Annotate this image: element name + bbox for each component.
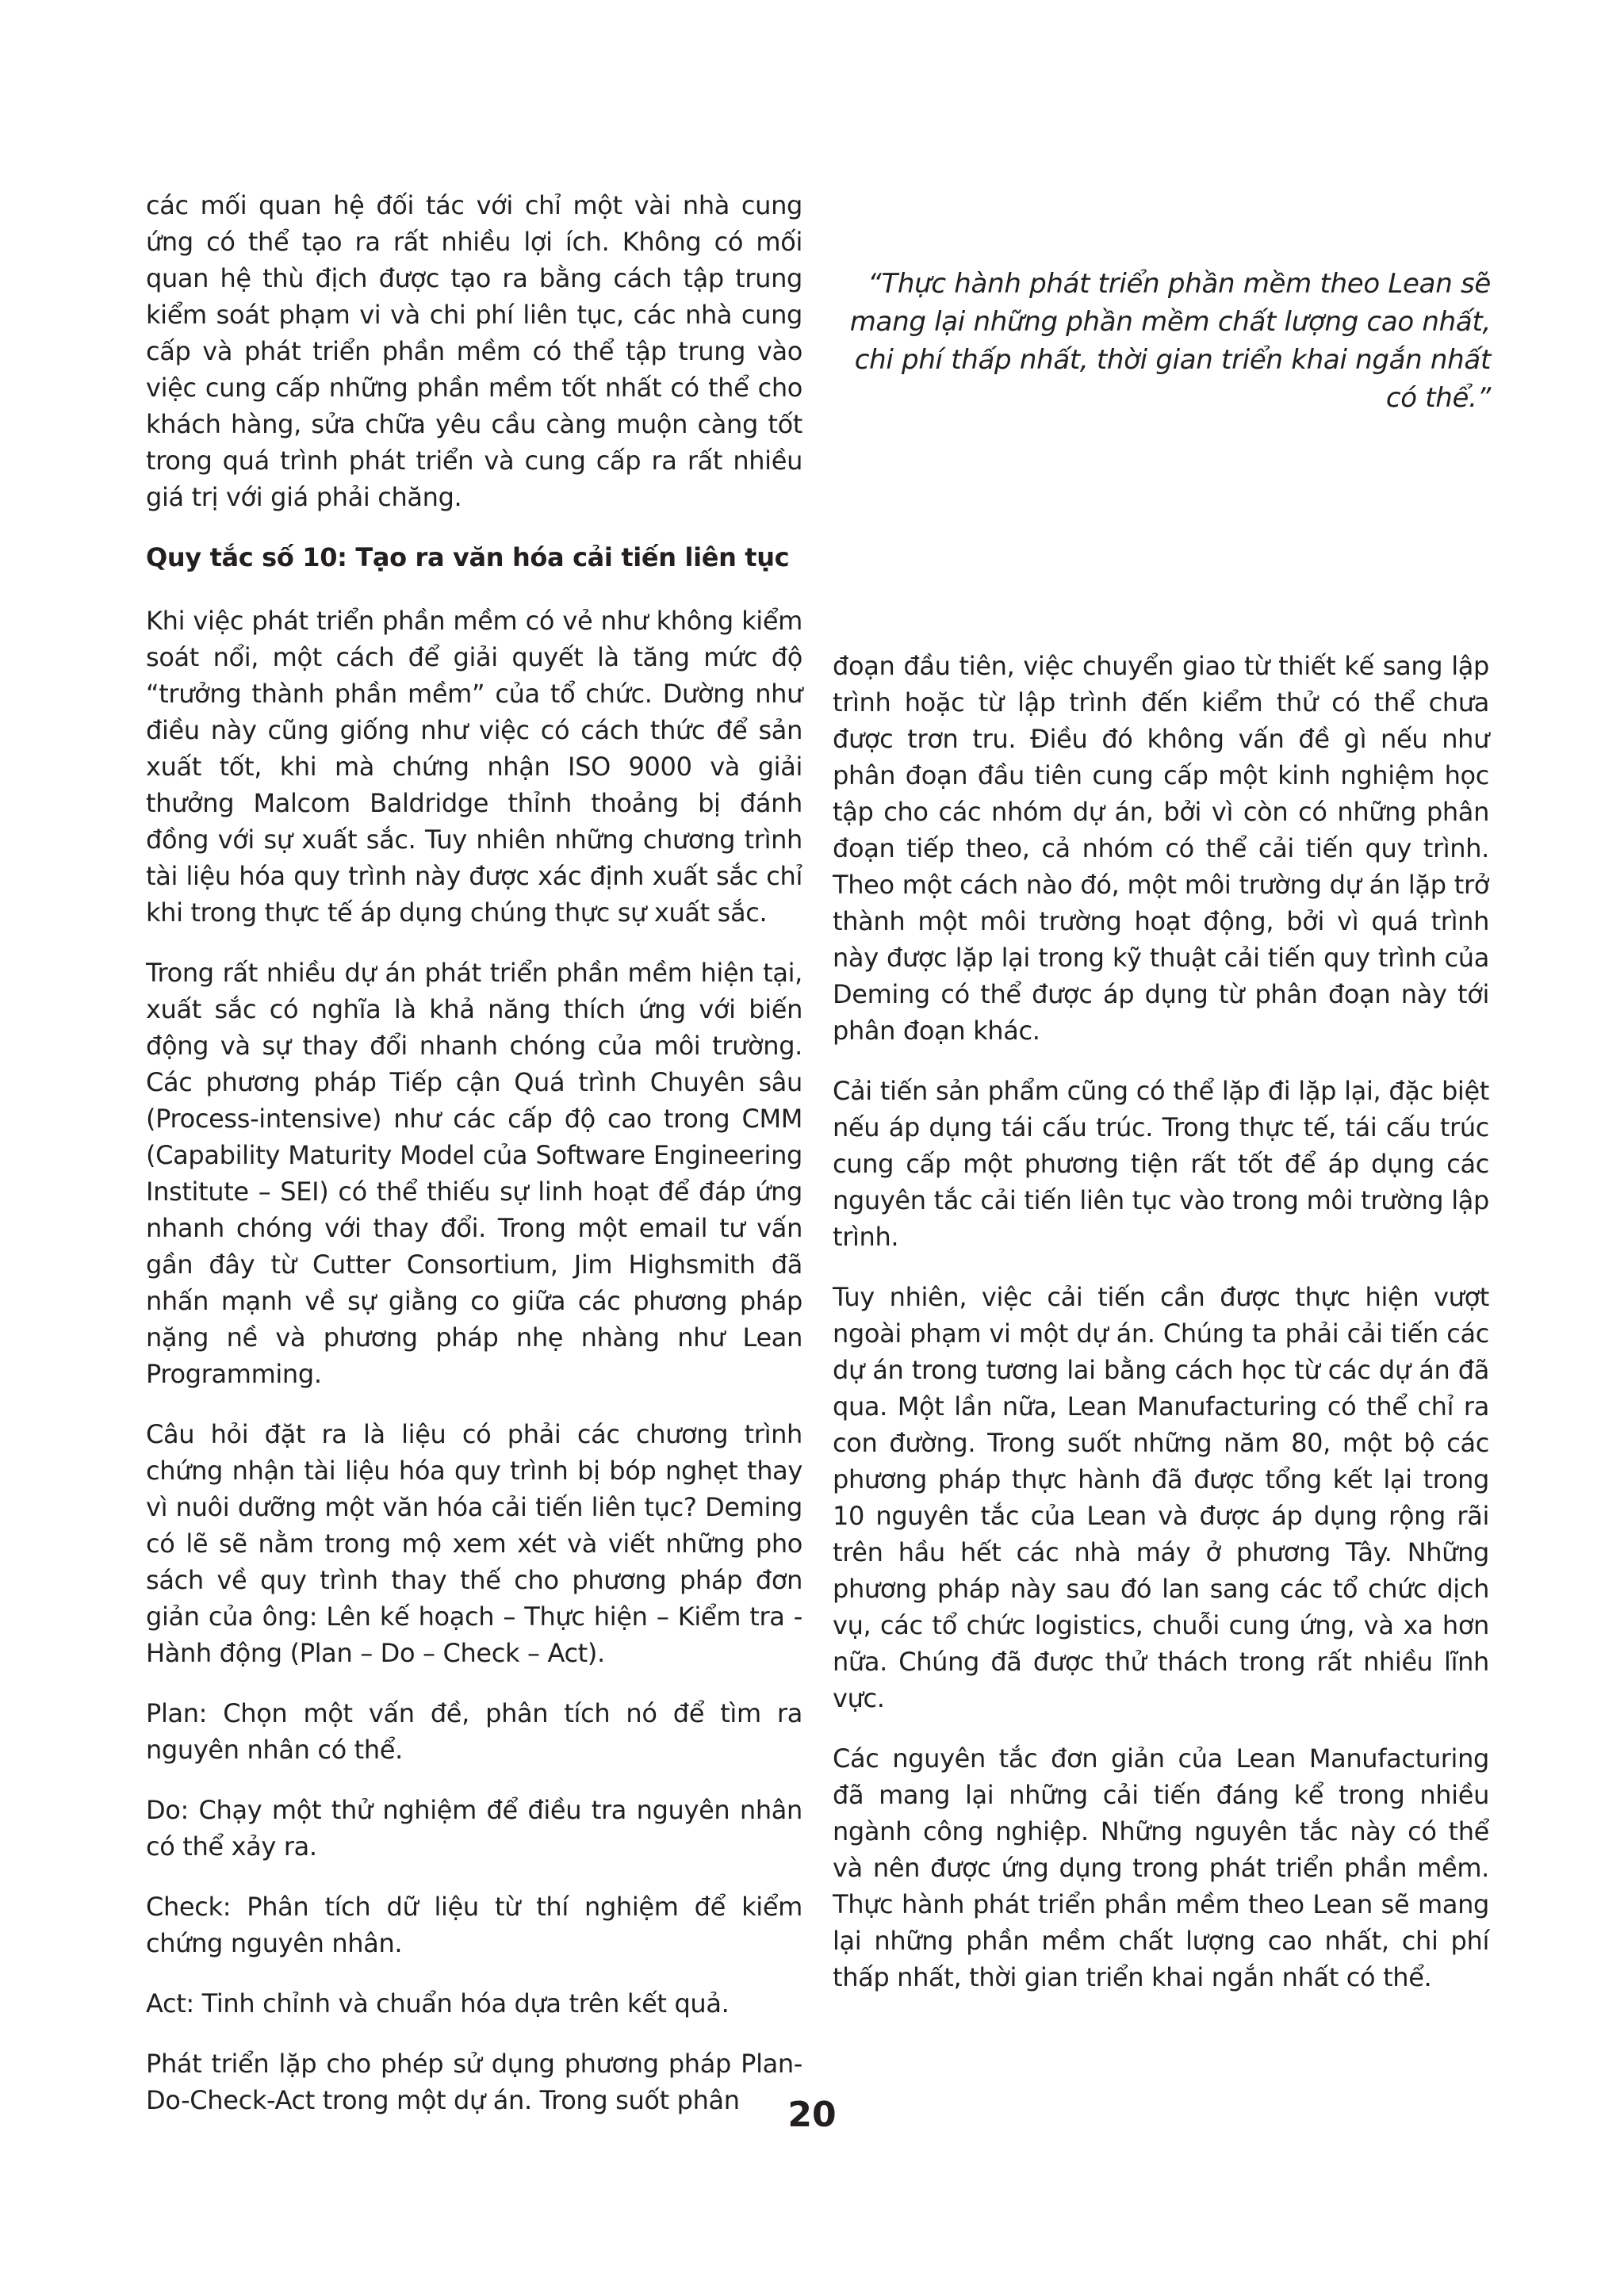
- page-number: 20: [787, 2095, 837, 2135]
- paragraph: Câu hỏi đặt ra là liệu có phải các chương trình chứng nhận tài liệu hóa quy trình bị bóp nghẹt thay vì nuôi dưỡng một văn hóa cải tiến liên tục? Deming có lẽ sẽ nằm trong mộ xem xét và viết những pho sách về quy trình thay thế cho phương pháp đơn giản của ông: Lên kế hoạch – Thực hiện – Kiểm tra - Hành động (Plan – Do – Check – Act).: [146, 1419, 802, 1668]
- paragraph: đoạn đầu tiên, việc chuyển giao từ thiết kế sang lập trình hoặc từ lập trình đến kiểm thử có thể chưa được trơn tru. Điều đó không vấn đề gì nếu như phân đoạn đầu tiên cung cấp một kinh nghiệm học tập cho các nhóm dự án, bởi vì còn có những phân đoạn tiếp theo, cả nhóm có thể cải tiến quy trình. Theo một cách nào đó, một môi trường dự án lặp trở thành một môi trường hoạt động, bởi vì quá trình này được lặp lại trong kỹ thuật cải tiến quy trình của Deming có thể được áp dụng từ phân đoạn này tới phân đoạn khác.: [833, 651, 1489, 1046]
- paragraph-act: Act: Tinh chỉnh và chuẩn hóa dựa trên kết quả.: [146, 1988, 730, 2019]
- paragraph-check: Check: Phân tích dữ liệu từ thí nghiệm để kiểm chứng nguyên nhân.: [146, 1892, 802, 1958]
- pull-quote: “Thực hành phát triển phần mềm theo Lean sẽ mang lại những phần mềm chất lượng cao nhất, chi phí thấp nhất, thời gian triển khai ngắn nhất có thể.”: [849, 268, 1491, 414]
- paragraph-do: Do: Chạy một thử nghiệm để điều tra nguyên nhân có thể xảy ra.: [146, 1795, 802, 1862]
- paragraph-plan: Plan: Chọn một vấn đề, phân tích nó để tìm ra nguyên nhân có thể.: [146, 1698, 802, 1765]
- paragraph: Khi việc phát triển phần mềm có vẻ như không kiểm soát nổi, một cách để giải quyết là tăng mức độ “trưởng thành phần mềm” của tổ chức. Dường như điều này cũng giống như việc có cách thức để sản xuất tốt, khi mà chứng nhận ISO 9000 và giải thưởng Malcom Baldridge thỉnh thoảng bị đánh đồng với sự xuất sắc. Tuy nhiên những chương trình tài liệu hóa quy trình này được xác định xuất sắc chỉ khi trong thực tế áp dụng chúng thực sự xuất sắc.: [146, 606, 802, 928]
- paragraph: Các nguyên tắc đơn giản của Lean Manufacturing đã mang lại những cải tiến đáng kể trong nhiều ngành công nghiệp. Những nguyên tắc này có thể và nên được ứng dụng trong phát triển phần mềm. Thực hành phát triển phần mềm theo Lean sẽ mang lại những phần mềm chất lượng cao nhất, chi phí thấp nhất, thời gian triển khai ngắn nhất có thể.: [833, 1743, 1489, 1992]
- paragraph: Tuy nhiên, việc cải tiến cần được thực hiện vượt ngoài phạm vi một dự án. Chúng ta phải cải tiến các dự án trong tương lai bằng cách học từ các dự án đã qua. Một lần nữa, Lean Manufacturing có thể chỉ ra con đường. Trong suốt những năm 80, một bộ các phương pháp thực hành đã được tổng kết lại trong 10 nguyên tắc của Lean và được áp dụng rộng rãi trên hầu hết các nhà máy ở phương Tây. Những phương pháp này sau đó lan sang các tổ chức dịch vụ, các tổ chức logistics, chuỗi cung ứng, và xa hơn nữa. Chúng đã được thử thách trong rất nhiều lĩnh vực.: [833, 1282, 1489, 1713]
- paragraph: Phát triển lặp cho phép sử dụng phương pháp Plan-Do-Check-Act trong một dự án. Trong suốt phân: [146, 2049, 802, 2115]
- right-column: [833, 648, 1489, 2019]
- paragraph: Trong rất nhiều dự án phát triển phần mềm hiện tại, xuất sắc có nghĩa là khả năng thích ứng với biến động và sự thay đổi nhanh chóng của môi trường. Các phương pháp Tiếp cận Quá trình Chuyên sâu (Process-intensive) như các cấp độ cao trong CMM (Capability Maturity Model của Software Engineering Institute – SEI) có thể thiếu sự linh hoạt để đáp ứng nhanh chóng với thay đổi. Trong một email tư vấn gần đây từ Cutter Consortium, Jim Highsmith đã nhấn mạnh về sự giằng co giữa các phương pháp nặng nề và phương pháp nhẹ nhàng như Lean Programming.: [146, 958, 802, 1389]
- paragraph-intro: các mối quan hệ đối tác với chỉ một vài nhà cung ứng có thể tạo ra rất nhiều lợi ích. Không có mối quan hệ thù địch được tạo ra bằng cách tập trung kiểm soát phạm vi và chi phí liên tục, các nhà cung cấp và phát triển phần mềm có thể tập trung vào việc cung cấp những phần mềm tốt nhất có thể cho khách hàng, sửa chữa yêu cầu càng muộn càng tốt trong quá trình phát triển và cung cấp ra rất nhiều giá trị với giá phải chăng.: [146, 190, 802, 512]
- section-heading: Quy tắc số 10: Tạo ra văn hóa cải tiến liên tục: [146, 542, 790, 572]
- left-column: [146, 187, 802, 2142]
- paragraph: Cải tiến sản phẩm cũng có thể lặp đi lặp lại, đặc biệt nếu áp dụng tái cấu trúc. Trong thực tế, tái cấu trúc cung cấp một phương tiện rất tốt để áp dụng các nguyên tắc cải tiến liên tục vào trong môi trường lập trình.: [833, 1076, 1489, 1252]
